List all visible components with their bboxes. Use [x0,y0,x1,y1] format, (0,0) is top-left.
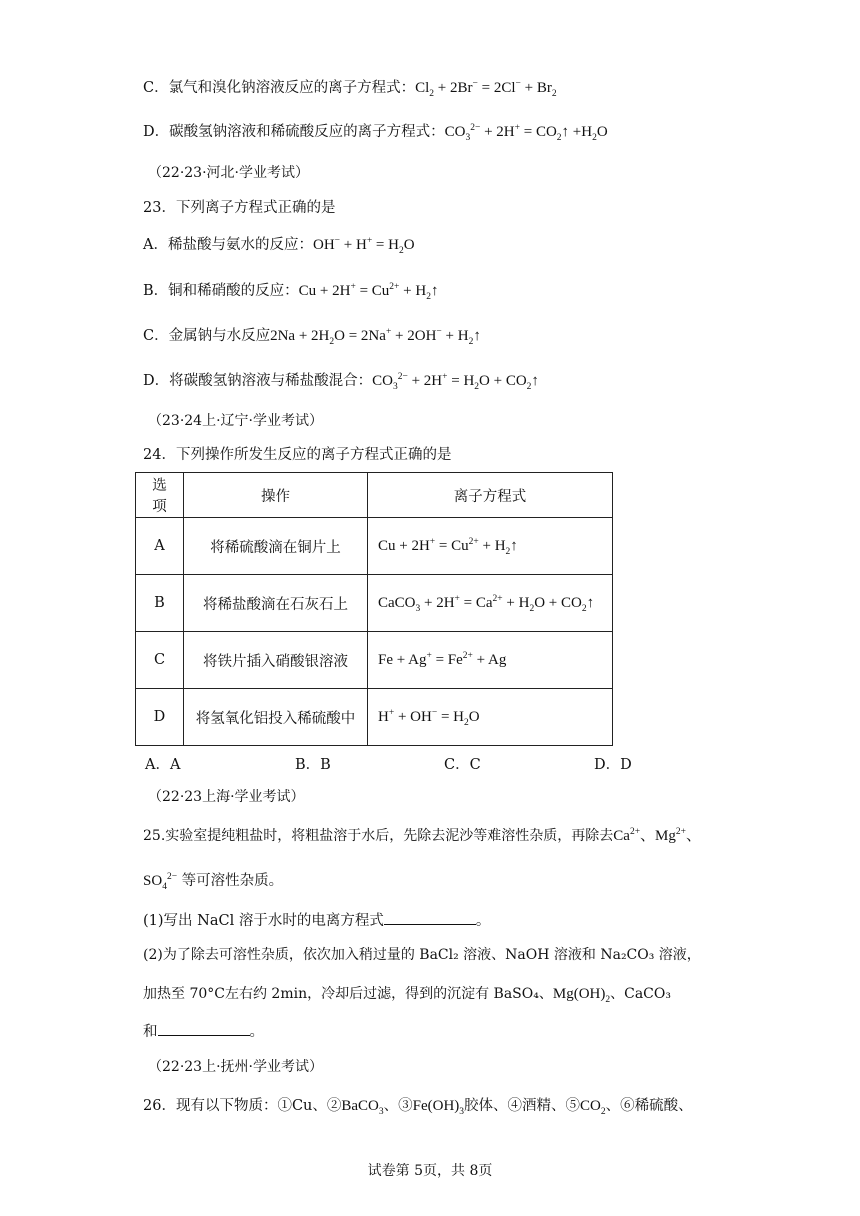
table-row [136,575,613,632]
row-operation: 将氢氧化铝投入稀硫酸中 [184,689,368,746]
q25-stem-end: 等可溶性杂质。 [181,873,284,889]
q26-stem [143,1096,693,1116]
q23-option-a [143,235,415,255]
q24-stem: 24．下列操作所发生反应的离子方程式正确的是 [143,447,452,463]
row-option: D [136,689,184,746]
row-equation: CaCO$_3$ + $2H^+ = Ca^{2+} + H_2O$ + $CO_2↑$ [368,575,613,632]
table-row [136,518,613,575]
q25-sub2-and: 和 [143,1024,158,1040]
q24-answer-d[interactable]: D．D [594,757,632,773]
row-option: A [136,518,184,575]
row-operation: 将稀硫酸滴在铜片上 [184,518,368,575]
q25-sub2-line2 [143,984,671,1004]
q25-ions: $Ca^{2+}$、$Mg^{2+}$、 [613,827,702,844]
q25-sub2-line1: (2)为了除去可溶性杂质，依次加入稍过量的 BaCl₂ 溶液、NaOH 溶液和 Na₂CO₃ 溶液， [143,947,701,963]
q26-co2: $CO_2$ [580,1098,606,1117]
q22-option-c-text: C．氯气和溴化钠溶液反应的离子方程式： [143,80,416,96]
q23-option-b [143,281,438,301]
q23-option-c-text: C．金属钠与水反应 [143,328,271,344]
row-equation: $Fe + Ag^+ = Fe^{2+} + Ag$ [368,632,613,689]
table-header-row [136,473,613,518]
q26-text-d: 、⑥稀硫酸、 [605,1098,693,1114]
q23-option-b-formula: $Cu + 2H^+ = Cu^{2+}$ + $H_2↑$ [298,282,439,302]
q23-option-b-text: B．铜和稀硝酸的反应： [143,283,299,299]
row-option: B [136,575,184,632]
header-option: 选项 [136,473,184,518]
q24-answer-c[interactable]: C．C [444,757,481,773]
q23-option-d-formula: $CO_3^{2-} + 2H^+ = H_2O$ + $CO_2↑$ [372,372,539,392]
q25-source: （22·23上海·学业考试） [148,789,305,805]
table-row [136,689,613,746]
q26-feoh3: $Fe(OH)_3$ [412,1098,465,1117]
row-equation: $Cu + 2H^+ = Cu^{2+}$ + $H_2↑$ [368,518,613,575]
q25-sulfate: $SO_4^{2-}$ [143,872,178,892]
q26-text-a: 26．现有以下物质：①Cu、② [143,1098,342,1114]
q23-option-d [143,371,539,391]
q25-mgoh2: $Mg(OH)_2$ [552,986,611,1005]
q24-answer-b[interactable]: B．B [295,757,331,773]
header-equation: 离子方程式 [368,473,613,518]
q26-text-b: 、③ [383,1098,413,1114]
q24-table [135,472,613,746]
header-operation: 操作 [184,473,368,518]
q23-option-a-formula: $OH^- + H^+ = H_2O$ [312,236,415,256]
q22-option-c [143,78,557,98]
q23-option-a-text: A．稀盐酸与氨水的反应： [143,237,313,253]
q24-source: （23·24上·辽宁·学业考试） [148,413,323,429]
q25-sub1 [143,910,490,931]
q26-text-c: 胶体、④酒精、⑤ [464,1098,581,1114]
row-operation: 将稀盐酸滴在石灰石上 [184,575,368,632]
q25-stem-text: 25.实验室提纯粗盐时，将粗盐溶于水后，先除去泥沙等难溶性杂质，再除去 [143,828,614,844]
q25-sub2-line3 [143,1021,264,1042]
q23-source: （22·23·河北·学业考试） [148,165,309,181]
row-operation: 将铁片插入硝酸银溶液 [184,632,368,689]
q22-option-d-text: D．碳酸氢钠溶液和稀硫酸反应的离子方程式： [143,124,445,140]
q26-baco3: BaCO$_3$ [341,1098,384,1117]
q22-option-d [143,122,608,142]
q25-sub2-text-a: 加热至 70°C左右约 2min，冷却后过滤，得到的沉淀有 BaSO₄、 [143,986,553,1002]
q23-option-c [143,326,481,346]
table-row [136,632,613,689]
q24-answer-a[interactable]: A．A [145,757,181,773]
q25-sub1-text: (1)写出 NaCl 溶于水时的电离方程式 [143,913,384,929]
q22-option-d-formula: $CO_3^{2-} + 2H^+$ = $CO_2↑ +H_2O$ [444,123,608,143]
q25-stem-line1 [143,826,701,846]
page-footer: 试卷第 5页，共 8页 [367,1163,493,1179]
q25-sub2-text-b: 、CaCO₃ [610,986,671,1002]
q25-sub1-end: 。 [475,913,491,929]
q25-sub2-end: 。 [249,1024,264,1040]
q22-option-c-formula: $Cl_2 + 2Br^- = 2Cl^- + Br_2$ [415,79,557,99]
q23-stem: 23．下列离子方程式正确的是 [143,200,336,216]
row-option: C [136,632,184,689]
q25-sub1-blank[interactable] [384,910,476,925]
q25-stem-line2 [143,871,283,891]
q23-option-c-formula: $2Na + 2H_2O = 2Na^+ + 2OH^-$ + $H_2↑$ [270,327,481,347]
q26-source: （22·23上·抚州·学业考试） [148,1059,323,1075]
row-equation: $H^+ + OH^- = H_2O$ [368,689,613,746]
q25-sub2-blank[interactable] [158,1021,250,1036]
q23-option-d-text: D．将碳酸氢钠溶液与稀盐酸混合： [143,373,373,389]
